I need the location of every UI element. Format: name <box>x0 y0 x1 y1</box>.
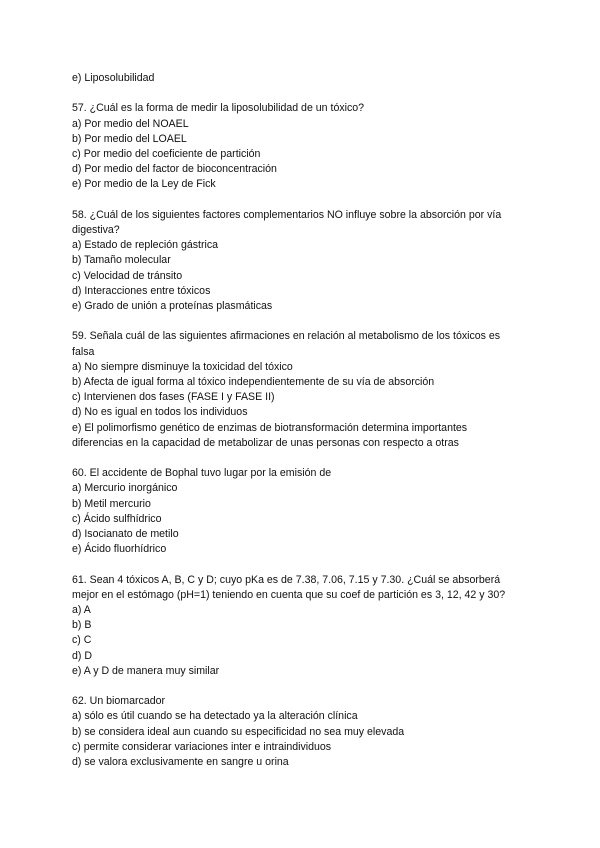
question-61 <box>72 573 542 679</box>
answer-option-c: c) Ácido sulfhídrico <box>72 512 162 525</box>
spacer <box>72 193 542 208</box>
answer-option-e: e) Por medio de la Ley de Fick <box>72 178 216 191</box>
question-stem: 58. ¿Cuál de los siguientes factores complementarios NO influye sobre la absorción por vía <box>72 208 502 221</box>
question-stem-continued: digestiva? <box>72 224 120 236</box>
answer-option-a: a) Estado de repleción gástrica <box>72 239 219 252</box>
answer-option-c: c) Intervienen dos fases (FASE I y FASE II) <box>72 391 275 404</box>
question-stem: 59. Señala cuál de las siguientes afirmaciones en relación al metabolismo de los tóxicos es <box>72 330 501 343</box>
question-stem-continued: falsa <box>72 345 95 358</box>
answer-option-a: a) Mercurio inorgánico <box>72 482 178 495</box>
answer-option-d: d) Interacciones entre tóxicos <box>72 284 211 297</box>
question-59 <box>72 329 542 451</box>
exam-content <box>72 71 542 770</box>
answer-option-b: b) Tamaño molecular <box>72 254 171 267</box>
question-stem: 60. El accidente de Bophal tuvo lugar por la emisión de <box>72 467 332 480</box>
answer-option-d: d) D <box>72 649 93 662</box>
answer-option-b: b) Metil mercurio <box>72 497 151 510</box>
answer-option-c: c) permite considerar variaciones inter e intraindividuos <box>72 740 332 753</box>
answer-option-b: b) B <box>72 619 92 632</box>
answer-option-d: d) Por medio del factor de bioconcentración <box>72 163 277 176</box>
previous-question-option: e) Liposolubilidad <box>72 72 155 84</box>
question-60 <box>72 466 542 557</box>
spacer <box>72 557 542 572</box>
spacer <box>72 451 542 466</box>
answer-option-e: e) Ácido fluorhídrico <box>72 543 167 556</box>
question-stem: 62. Un biomarcador <box>72 695 166 708</box>
question-stem-continued: mejor en el estómago (pH=1) teniendo en cuenta que su coef de partición es 3, 12, 42 y 30? <box>72 588 506 601</box>
answer-option-a: a) A <box>72 604 91 617</box>
question-58 <box>72 208 542 314</box>
answer-option-b: b) Por medio del LOAEL <box>72 132 187 145</box>
answer-option-d: d) Isocianato de metilo <box>72 528 179 541</box>
spacer <box>72 679 542 694</box>
answer-option-e-continued: diferencias en la capacidad de metabolizar de unas personas con respecto a otras <box>72 436 459 449</box>
answer-option-a: a) No siempre disminuye la toxicidad del tóxico <box>72 360 293 373</box>
answer-option-b: b) Afecta de igual forma al tóxico independientemente de su vía de absorción <box>72 376 435 389</box>
question-stem: 57. ¿Cuál es la forma de medir la liposolubilidad de un tóxico? <box>72 102 365 115</box>
answer-option-d: d) se valora exclusivamente en sangre u orina <box>72 756 289 769</box>
answer-option-b: b) se considera ideal aun cuando su especificidad no sea muy elevada <box>72 725 405 738</box>
answer-option-a: a) sólo es útil cuando se ha detectado ya la alteración clínica <box>72 710 358 723</box>
question-stem: 61. Sean 4 tóxicos A, B, C y D; cuyo pKa es de 7.38, 7.06, 7.15 y 7.30. ¿Cuál se absorberá <box>72 573 501 586</box>
answer-option-a: a) Por medio del NOAEL <box>72 117 189 130</box>
answer-option-e: e) Grado de unión a proteínas plasmáticas <box>72 300 273 313</box>
answer-option-c: c) Velocidad de tránsito <box>72 269 183 282</box>
spacer <box>72 86 542 101</box>
answer-option-d: d) No es igual en todos los individuos <box>72 406 248 419</box>
answer-option-e: e) A y D de manera muy similar <box>72 664 220 677</box>
question-57 <box>72 101 542 192</box>
answer-option-c: c) C <box>72 634 92 647</box>
spacer <box>72 314 542 329</box>
answer-option-c: c) Por medio del coeficiente de partición <box>72 148 261 160</box>
question-62 <box>72 694 542 770</box>
answer-option-e: e) El polimorfismo genético de enzimas de biotransformación determina importantes <box>72 421 468 434</box>
